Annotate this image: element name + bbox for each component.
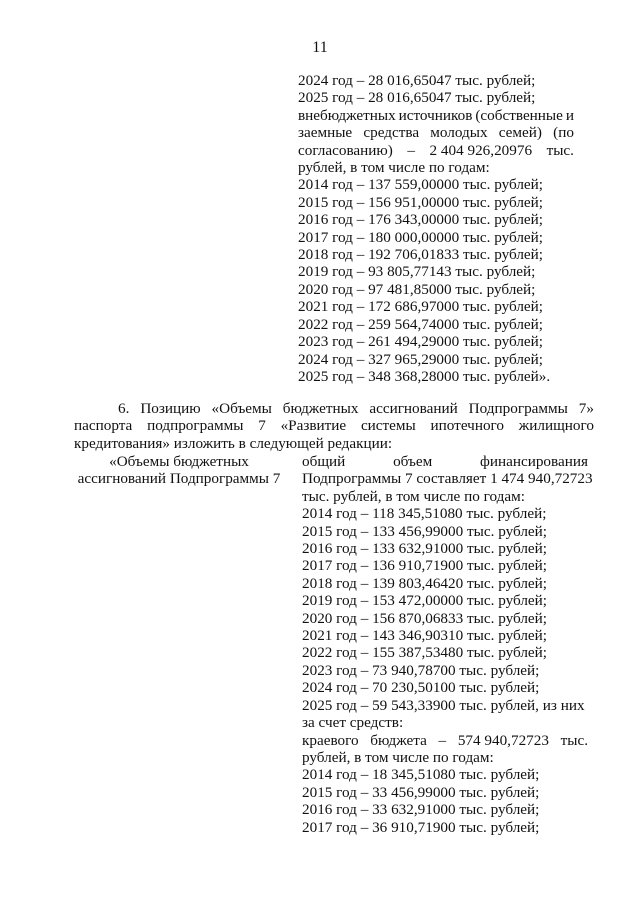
word: финансирования <box>480 453 588 470</box>
source-line: рублей, в том числе по годам: <box>298 159 490 177</box>
word: Подпрограммы <box>468 400 568 417</box>
financing-continuation <box>298 72 574 385</box>
word: и <box>565 106 574 124</box>
year-line: 2015 год – 133 456,99000 тыс. рублей; <box>302 522 547 540</box>
year-line: 2019 год – 153 472,00000 тыс. рублей; <box>302 592 547 610</box>
source-line <box>298 107 574 124</box>
word: системы <box>360 417 416 435</box>
paragraph-line <box>74 417 594 434</box>
year-line: 2021 год – 172 686,97000 тыс. рублей; <box>298 298 543 316</box>
paragraph-line: кредитования» изложить в следующей редакции: <box>74 434 393 452</box>
year-line: 2020 год – 156 870,06833 тыс. рублей; <box>302 609 547 627</box>
word: заемные <box>298 124 353 142</box>
regional-budget-line <box>302 732 588 749</box>
word: согласованию) <box>298 141 393 159</box>
word: краевого <box>302 731 359 749</box>
year-line: 2021 год – 143 346,90310 тыс. рублей; <box>302 627 547 645</box>
word: общий <box>302 453 346 470</box>
item-6-paragraph <box>74 400 594 452</box>
year-line: 2024 год – 28 016,65047 тыс. рублей; <box>298 72 536 89</box>
word: источников <box>398 106 473 124</box>
year-line: 2016 год – 133 632,91000 тыс. рублей; <box>302 540 547 558</box>
label-line: ассигнований Подпрограммы 7 <box>77 470 281 488</box>
year-line: 2016 год – 33 632,91000 тыс. рублей; <box>302 801 540 819</box>
year-line: 2015 год – 33 456,99000 тыс. рублей; <box>302 783 540 801</box>
word: средства <box>363 124 420 142</box>
year-line: 2017 год – 180 000,00000 тыс. рублей; <box>298 228 543 246</box>
year-line: 2024 год – 327 965,29000 тыс. рублей; <box>298 350 543 368</box>
word: – <box>438 731 447 749</box>
year-line: 2018 год – 139 803,46420 тыс. рублей; <box>302 574 547 592</box>
year-line: 2025 год – 59 543,33900 тыс. рублей, из них <box>302 696 585 714</box>
year-line: 2023 год – 261 494,29000 тыс. рублей; <box>298 333 543 351</box>
word: жилищного <box>518 417 594 435</box>
year-line: 2014 год – 18 345,51080 тыс. рублей; <box>302 766 540 784</box>
year-line: 2024 год – 70 230,50100 тыс. рублей; <box>302 679 540 697</box>
word: ассигнований <box>369 400 458 417</box>
paragraph-line <box>74 400 594 417</box>
year-line: 2025 год – 28 016,65047 тыс. рублей; <box>298 89 536 107</box>
source-line <box>298 142 574 159</box>
table-label-cell <box>74 453 284 488</box>
year-line: 2019 год – 93 805,77143 тыс. рублей; <box>298 263 536 281</box>
page-number: 11 <box>312 39 328 56</box>
year-line: 2014 год – 137 559,00000 тыс. рублей; <box>298 176 543 194</box>
intro-line: тыс. рублей, в том числе по годам: <box>302 487 525 505</box>
word: (по <box>553 124 574 142</box>
label-line: «Объемы бюджетных <box>109 453 249 470</box>
year-line: 2017 год – 136 910,71900 тыс. рублей; <box>302 557 547 575</box>
word: внебюджетных <box>298 106 396 124</box>
word: «Объемы <box>211 400 272 417</box>
year-line: 2025 год – 348 368,28000 тыс. рублей». <box>298 367 551 385</box>
word: 2 404 926,20976 <box>429 141 533 159</box>
word: Позицию <box>140 400 201 417</box>
intro-line <box>302 453 588 470</box>
word: бюджетных <box>282 400 359 417</box>
funds-line: за счет средств: <box>302 714 404 732</box>
year-line: 2023 год – 73 940,78700 тыс. рублей; <box>302 661 540 679</box>
source-line <box>298 124 574 141</box>
regional-budget-line: рублей, в том числе по годам: <box>302 748 494 766</box>
word: подпрограммы <box>147 417 244 435</box>
word: 6. <box>118 400 130 417</box>
word: тыс. <box>560 731 588 749</box>
word: 7 <box>258 417 266 435</box>
word: 574 940,72723 <box>457 731 549 749</box>
year-line: 2018 год – 192 706,01833 тыс. рублей; <box>298 246 543 264</box>
word: «Развитие <box>280 417 347 435</box>
word: – <box>407 141 415 159</box>
word: объем <box>393 453 433 470</box>
year-line: 2014 год – 118 345,51080 тыс. рублей; <box>302 505 547 523</box>
word: паспорта <box>74 417 133 435</box>
word: бюджета <box>370 731 427 749</box>
year-line: 2017 год – 36 910,71900 тыс. рублей; <box>302 818 540 836</box>
word: ипотечного <box>430 417 504 435</box>
intro-line: Подпрограммы 7 составляет 1 474 940,72723 <box>302 470 593 488</box>
year-line: 2022 год – 155 387,53480 тыс. рублей; <box>302 644 547 662</box>
year-line: 2015 год – 156 951,00000 тыс. рублей; <box>298 193 543 211</box>
word: (собственные <box>475 106 563 124</box>
year-line: 2016 год – 176 343,00000 тыс. рублей; <box>298 211 543 229</box>
word: семей) <box>498 124 542 142</box>
year-line: 2020 год – 97 481,85000 тыс. рублей; <box>298 280 536 298</box>
year-line: 2022 год – 259 564,74000 тыс. рублей; <box>298 315 543 333</box>
word: 7» <box>578 400 594 417</box>
word: тыс. <box>546 141 574 159</box>
table-value-cell <box>302 453 593 836</box>
word: молодых <box>430 124 488 142</box>
